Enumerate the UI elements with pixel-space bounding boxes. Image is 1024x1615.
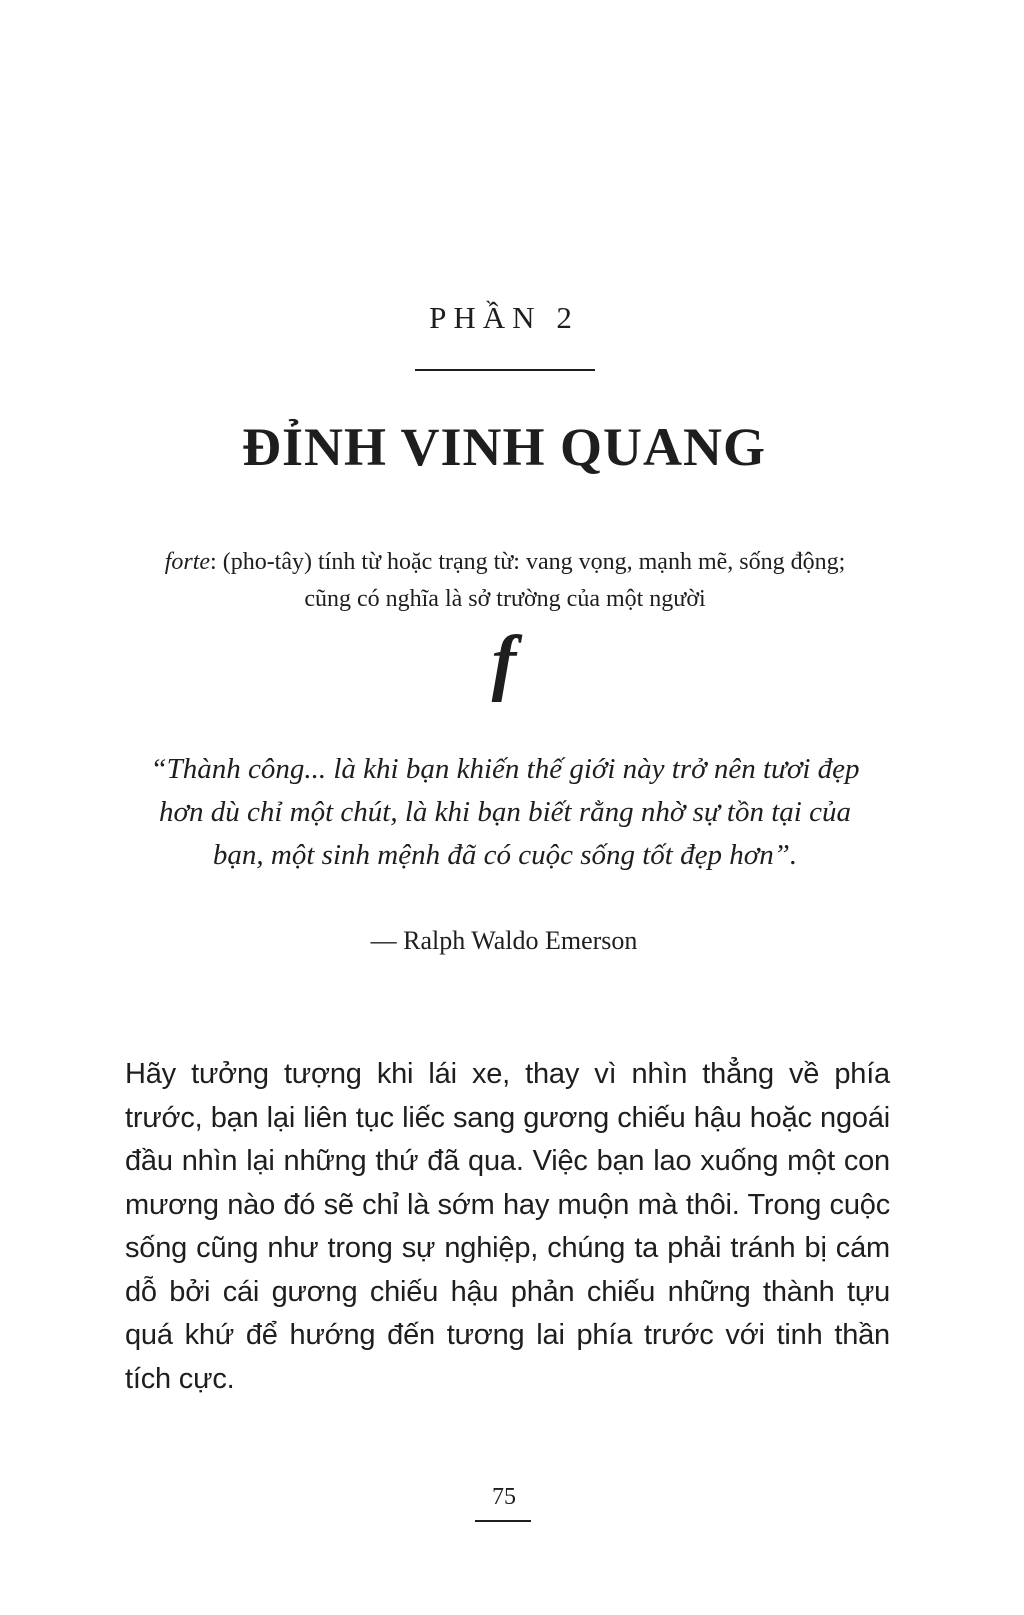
- definition-term: forte: [164, 549, 211, 575]
- definition: [140, 544, 870, 618]
- part-label: PHẦN 2: [429, 300, 579, 335]
- part-divider: [415, 369, 595, 371]
- epigraph-quote: “Thành công... là khi bạn khiến thế giới này trở nên tươi đẹp hơn dù chỉ một chút, là khi bạn biết rằng nhờ sự tồn tại của bạn, một sinh mệnh đã có cuộc sống tốt đẹp hơn”.: [150, 753, 860, 871]
- quote-attribution: — Ralph Waldo Emerson: [370, 926, 638, 955]
- body-paragraph: Hãy tưởng tượng khi lái xe, thay vì nhìn thẳng về phía trước, bạn lại liên tục liếc sang gương chiếu hậu hoặc ngoái đầu nhìn lại những thứ đã qua. Việc bạn lao xuống một con mương nào đó sẽ chỉ là sớm hay muộn mà thôi. Trong cuộc sống cũng như trong sự nghiệp, chúng ta phải tránh bị cám dỗ bởi cái gương chiếu hậu phản chiếu những thành tựu quá khứ để hướng đến tương lai phía trước với tinh thần tích cực.: [125, 1058, 890, 1395]
- page-number: 75: [492, 1484, 516, 1510]
- definition-text: : (pho-tây) tính từ hoặc trạng từ: vang vọng, mạnh mẽ, sống động; cũng có nghĩa là sở trường của một người: [210, 549, 846, 612]
- page-number-underline: [475, 1520, 531, 1522]
- forte-symbol: f: [491, 621, 517, 703]
- chapter-title: ĐỈNH VINH QUANG: [241, 417, 767, 477]
